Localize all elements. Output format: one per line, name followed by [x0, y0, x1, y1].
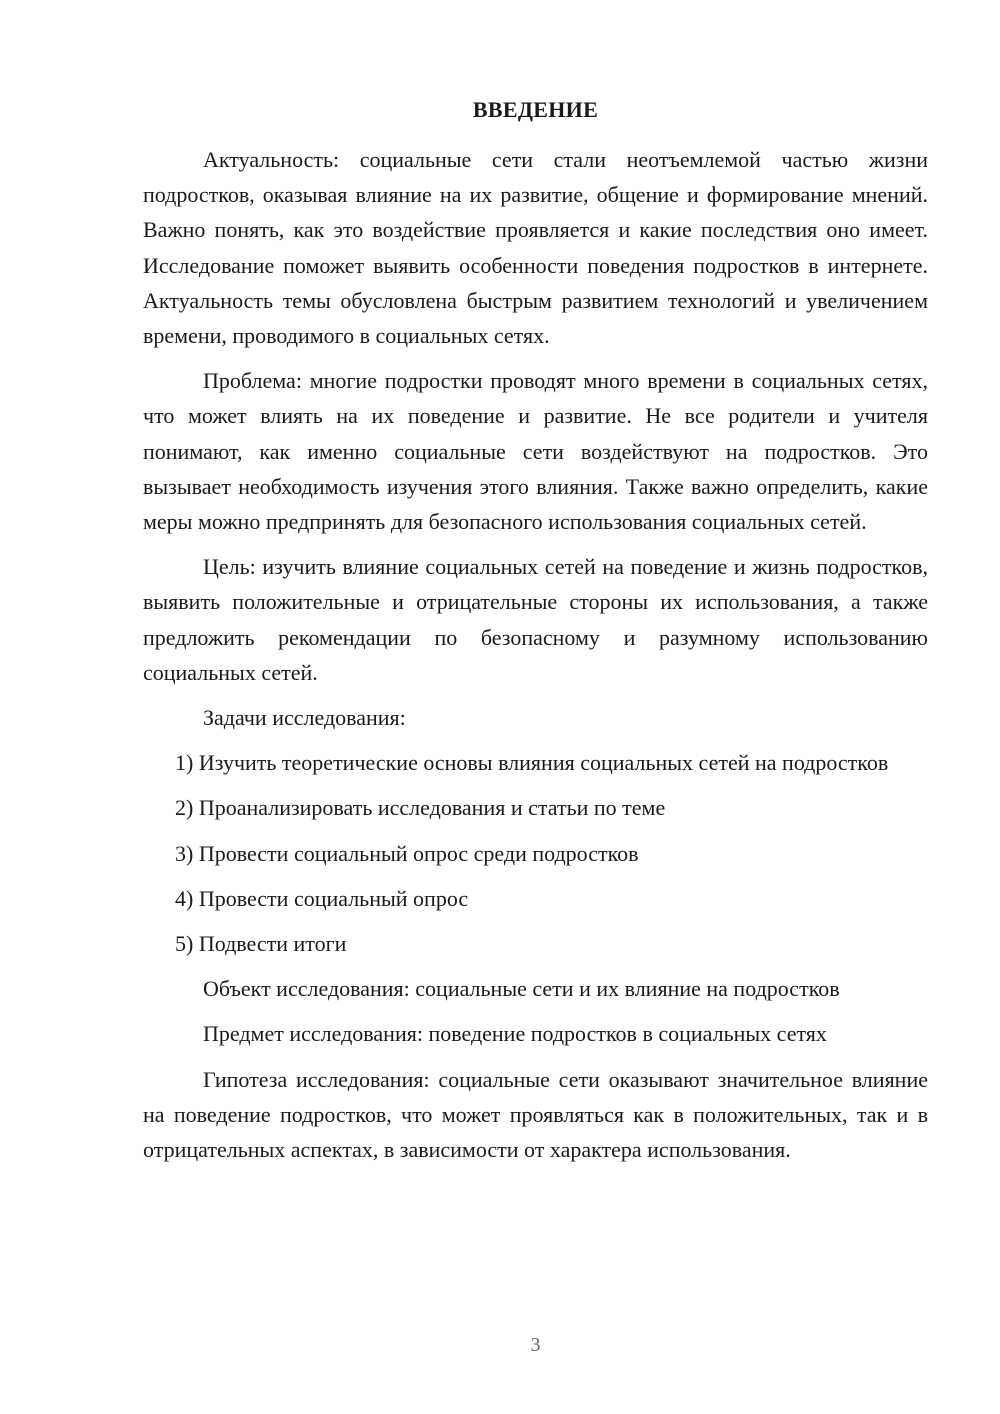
- page-number: 3: [530, 1334, 541, 1356]
- list-item: 3) Провести социальный опрос среди подростков: [175, 840, 639, 866]
- object-paragraph: Объект исследования: социальные сети и их влияние на подростков: [203, 976, 840, 1002]
- list-item: 1) Изучить теоретические основы влияния социальных сетей на подростков: [175, 750, 889, 776]
- list-item: 5) Подвести итоги: [175, 931, 347, 957]
- subject-paragraph: Предмет исследования: поведение подростков в социальных сетях: [203, 1021, 827, 1047]
- list-item: 4) Провести социальный опрос: [175, 885, 469, 911]
- tasks-heading: Задачи исследования:: [203, 705, 406, 731]
- tasks-list: [143, 745, 928, 961]
- document-body: [143, 142, 928, 1167]
- hypothesis-paragraph: Гипотеза исследования: социальные сети оказывают значительное влияние на поведение подростков, что может проявляться как в положительных, так и в отрицательных аспектах, в зависимости от характера использования.: [143, 1066, 928, 1163]
- page-title: ВВЕДЕНИЕ: [472, 97, 599, 122]
- goal-paragraph: Цель: изучить влияние социальных сетей на поведение и жизнь подростков, выявить положительные и отрицательные стороны их использования, а также предложить рекомендации по безопасному и разумному использованию социальных сетей.: [143, 554, 928, 685]
- relevance-paragraph: Актуальность: социальные сети стали неотъемлемой частью жизни подростков, оказывая влияние на их развитие, общение и формирование мнений. Важно понять, как это воздействие проявляется и какие последствия оно имеет. Исследование поможет выявить особенности поведения подростков в интернете. Актуальность темы обусловлена быстрым развитием технологий и увеличением времени, проводимого в социальных сетях.: [143, 147, 928, 349]
- problem-paragraph: Проблема: многие подростки проводят много времени в социальных сетях, что может влиять на их поведение и развитие. Не все родители и учителя понимают, как именно социальные сети воздействуют на подростков. Это вызывает необходимость изучения этого влияния. Также важно определить, какие меры можно предпринять для безопасного использования социальных сетей.: [143, 368, 928, 535]
- list-item: 2) Проанализировать исследования и статьи по теме: [175, 795, 666, 821]
- document-page: [143, 0, 928, 1414]
